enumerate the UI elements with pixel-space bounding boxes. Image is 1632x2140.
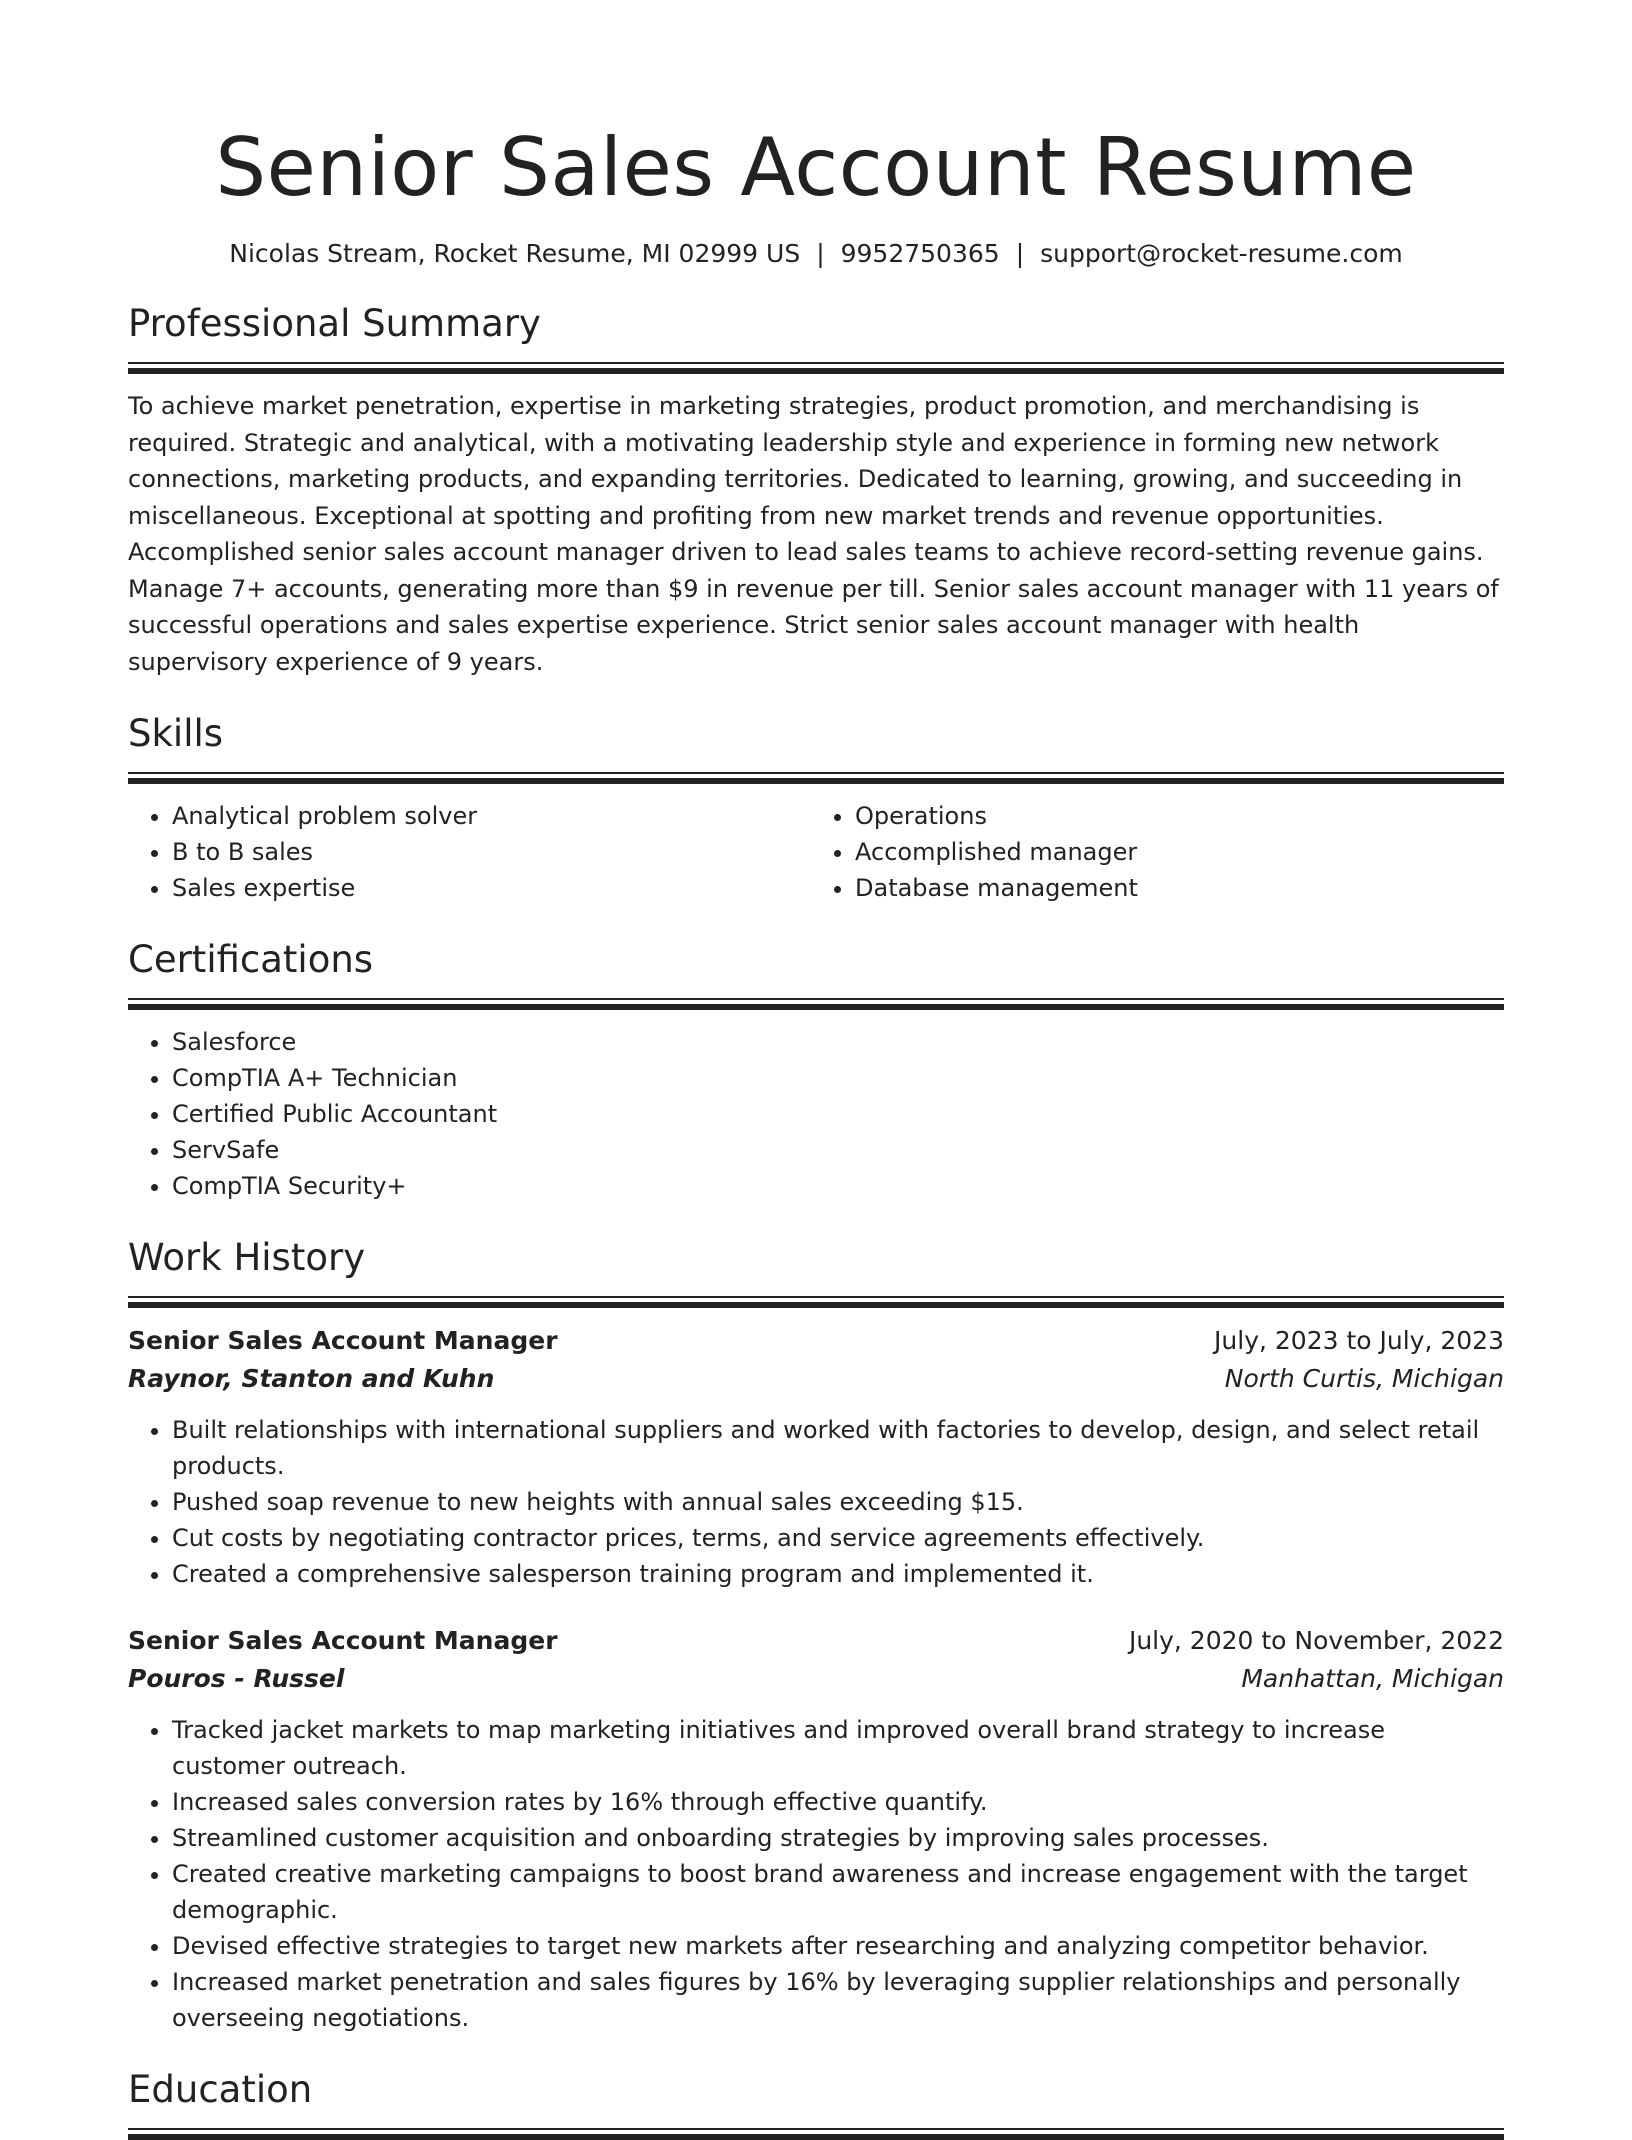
job-company-row — [128, 1660, 1504, 1698]
certification-item: • Certified Public Accountant — [172, 1096, 1504, 1132]
professional-summary-section — [128, 300, 1504, 680]
job-bullets — [128, 1712, 1504, 2036]
job-company: Pouros - Russel — [128, 1664, 345, 1693]
section-heading-certifications: Certifications — [128, 938, 374, 981]
skills-list-right — [821, 798, 1504, 906]
skills-section — [128, 710, 1504, 906]
job-bullet: • Increased market penetration and sales figures by 16% by leveraging supplier relationships and personally overseeing negotiations. — [172, 1964, 1504, 2036]
skills-grid — [128, 798, 1504, 906]
job-location: North Curtis, Michigan — [1224, 1364, 1504, 1393]
contact-phone: 9952750365 — [840, 239, 1000, 268]
skill-item: • Accomplished manager — [855, 834, 1504, 870]
job-bullet: • Built relationships with international suppliers and worked with factories to develop, design, and select retail products. — [172, 1412, 1504, 1484]
section-divider — [128, 1296, 1504, 1308]
skills-list-left — [128, 798, 821, 906]
job-title: Senior Sales Account Manager — [128, 1626, 558, 1655]
job-entry — [128, 1622, 1504, 2036]
job-title: Senior Sales Account Manager — [128, 1326, 558, 1355]
certifications-section — [128, 936, 1504, 1204]
job-bullet: • Increased sales conversion rates by 16% through effective quantify. — [172, 1784, 1504, 1820]
job-title-row — [128, 1322, 1504, 1360]
skill-item: • B to B sales — [172, 834, 821, 870]
section-heading-education: Education — [128, 2068, 313, 2111]
section-heading-professional-summary: Professional Summary — [128, 302, 541, 345]
section-divider — [128, 998, 1504, 1010]
skill-item: • Database management — [855, 870, 1504, 906]
contact-line — [128, 238, 1504, 270]
job-bullet: • Cut costs by negotiating contractor prices, terms, and service agreements effectively. — [172, 1520, 1504, 1556]
certifications-list — [128, 1024, 1504, 1204]
section-divider — [128, 2128, 1504, 2140]
certification-item: • ServSafe — [172, 1132, 1504, 1168]
contact-separator: | — [816, 239, 825, 268]
contact-separator: | — [1015, 239, 1025, 268]
job-bullet: • Tracked jacket markets to map marketing initiatives and improved overall brand strategy to increase customer outreach. — [172, 1712, 1504, 1784]
job-bullet: • Devised effective strategies to target new markets after researching and analyzing competitor behavior. — [172, 1928, 1504, 1964]
contact-address: Nicolas Stream, Rocket Resume, MI 02999 US — [229, 239, 801, 268]
certification-item: • CompTIA A+ Technician — [172, 1060, 1504, 1096]
job-location: Manhattan, Michigan — [1241, 1664, 1504, 1693]
skill-item: • Operations — [855, 798, 1504, 834]
page-title: Senior Sales Account Resume — [215, 121, 1417, 214]
job-bullet: • Created creative marketing campaigns to boost brand awareness and increase engagement with the target demographic. — [172, 1856, 1504, 1928]
job-dates: July, 2023 to July, 2023 — [1214, 1326, 1504, 1355]
job-dates: July, 2020 to November, 2022 — [1128, 1626, 1504, 1655]
job-bullet: • Created a comprehensive salesperson training program and implemented it. — [172, 1556, 1504, 1592]
section-divider — [128, 362, 1504, 374]
job-company: Raynor, Stanton and Kuhn — [128, 1364, 495, 1393]
summary-text: To achieve market penetration, expertise in marketing strategies, product promotion, and merchandising is required. Strategic and analytical, with a motivating leadership style and experience in forming new network connections, marketing products, and expanding territories. Dedicated to learning, growing, and succeeding in miscellaneous. Exceptional at spotting and profiting from new market trends and revenue opportunities. Accomplished senior sales account manager driven to lead sales teams to achieve record-setting revenue gains. Manage 7+ accounts, generating more than $9 in revenue per till. Senior sales account manager with 11 years of successful operations and sales expertise experience. Strict senior sales account manager with health supervisory experience of 9 years. — [128, 392, 1499, 676]
job-bullet: • Streamlined customer acquisition and onboarding strategies by improving sales processes. — [172, 1820, 1504, 1856]
certification-item: • CompTIA Security+ — [172, 1168, 1504, 1204]
job-company-row — [128, 1360, 1504, 1398]
section-divider — [128, 772, 1504, 784]
education-section — [128, 2066, 1504, 2140]
job-bullet: • Pushed soap revenue to new heights with annual sales exceeding $15. — [172, 1484, 1504, 1520]
contact-email[interactable]: support@rocket-resume.com — [1040, 239, 1403, 268]
job-entry — [128, 1322, 1504, 1592]
skill-item: • Analytical problem solver — [172, 798, 821, 834]
section-heading-skills: Skills — [128, 712, 224, 755]
section-heading-work-history: Work History — [128, 1236, 366, 1279]
certification-item: • Salesforce — [172, 1024, 1504, 1060]
work-history-section — [128, 1234, 1504, 2036]
job-bullets — [128, 1412, 1504, 1592]
job-title-row — [128, 1622, 1504, 1660]
skill-item: • Sales expertise — [172, 870, 821, 906]
